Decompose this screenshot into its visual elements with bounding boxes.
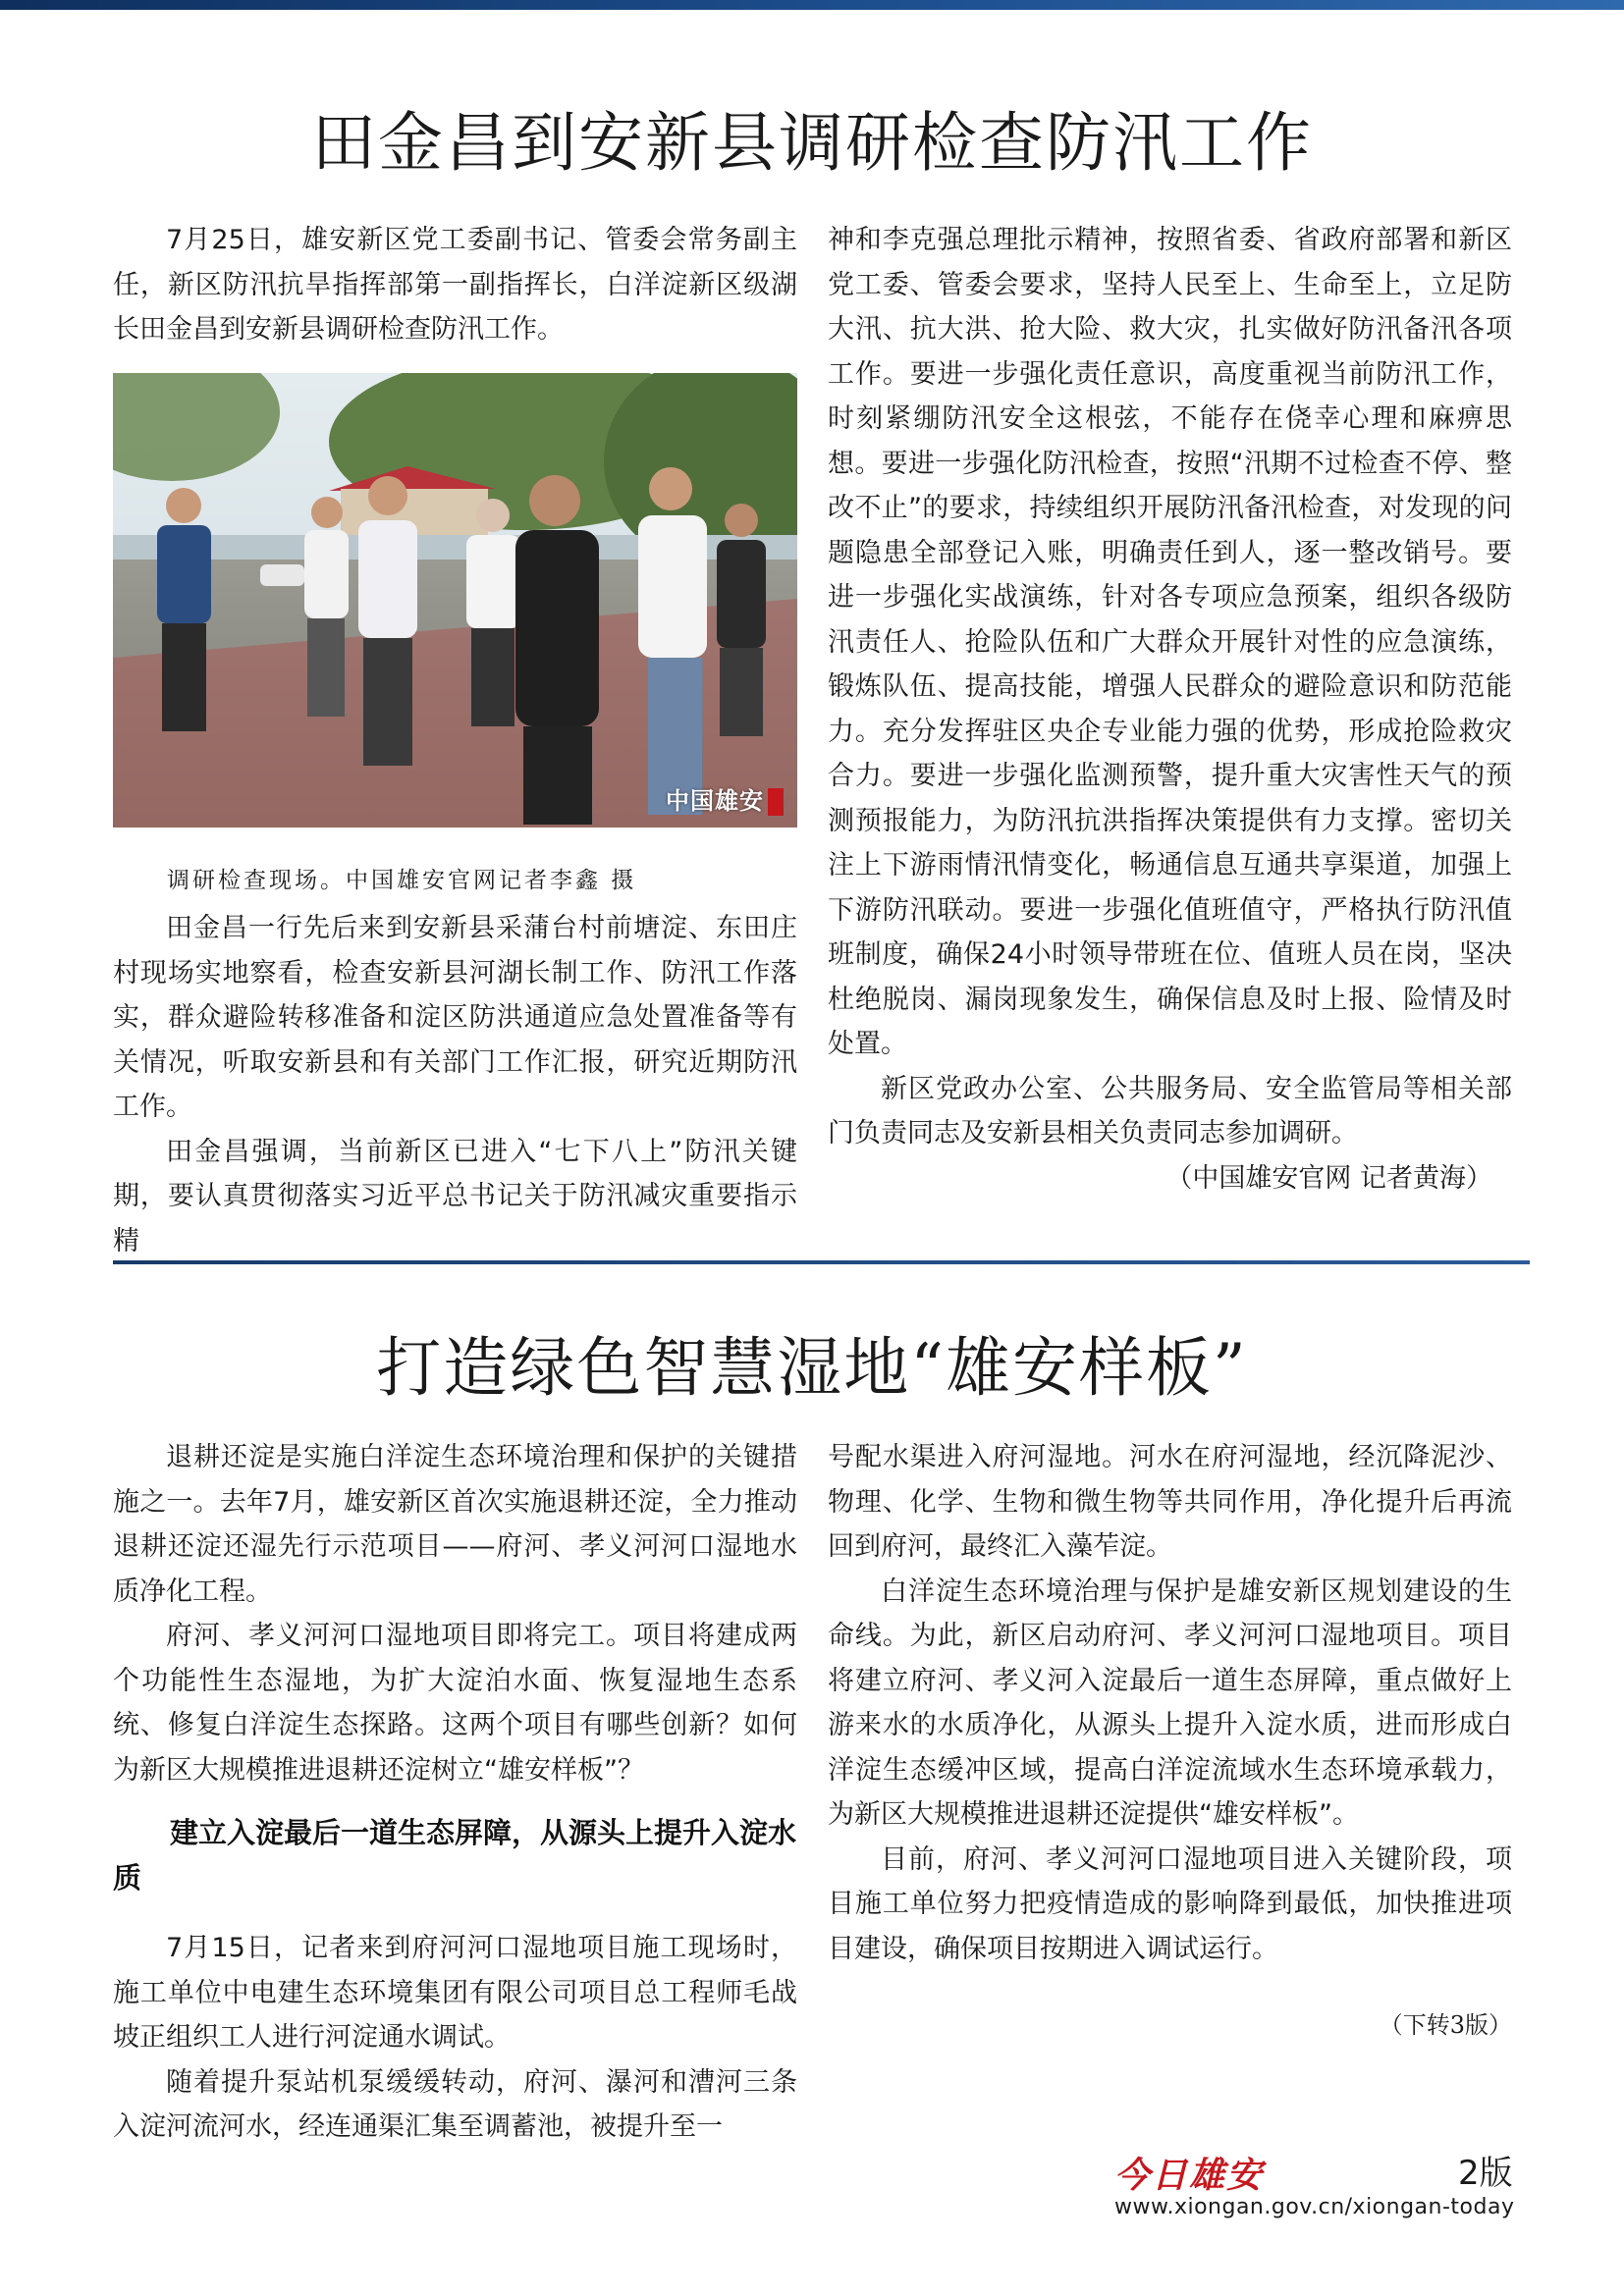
seal-icon — [768, 788, 784, 816]
article1-title: 田金昌到安新县调研检查防汛工作 — [311, 105, 1313, 181]
page-number: 2版 — [1458, 2154, 1513, 2193]
section-divider — [113, 1260, 1530, 1264]
article2-paragraph: 7月15日，记者来到府河河口湿地项目施工现场时，施工单位中电建生态环境集团有限公司项目总工程师毛战坡正组织工人进行河淀通水调试。 — [113, 1933, 797, 2053]
article2-title: 打造绿色智慧湿地“雄安样板” — [376, 1330, 1248, 1406]
article1-paragraph: 田金昌一行先后来到安新县采蒲台村前塘淀、东田庄村现场实地察看，检查安新县河湖长制工作、防汛工作落实，群众避险转移准备和淀区防洪通道应急处置准备等有关情况，听取安新县和有关部门工作汇报，研究近期防汛工作。 — [113, 913, 797, 1122]
article2-col2 — [828, 1435, 1512, 1971]
article1-col1-top — [113, 218, 797, 352]
article1-paragraph: 田金昌强调，当前新区已进入“七下八上”防汛关键期，要认真贯彻落实习近平总书记关于防汛减灾重要指示精 — [113, 1136, 797, 1256]
article2-paragraph: 退耕还淀是实施白洋淀生态环境治理和保护的关键措施之一。去年7月，雄安新区首次实施退耕还淀，全力推动退耕还淀还湿先行示范项目——府河、孝义河河口湿地水质净化工程。 — [113, 1442, 797, 1607]
top-banner-bar — [0, 0, 1624, 10]
inspection-scene-illustration — [113, 373, 797, 828]
article2-paragraph: 白洋淀生态环境治理与保护是雄安新区规划建设的生命线。为此，新区启动府河、孝义河河口湿地项目。项目将建立府河、孝义河入淀最后一道生态屏障，重点做好上游来水的水质净化，从源头上提升入淀水质，进而形成白洋淀生态缓冲区域，提高白洋淀流域水生态环境承载力，为新区大规模推进退耕还淀提供“雄安样板”。 — [828, 1575, 1512, 1830]
photo-watermark-text: 中国雄安 — [666, 785, 764, 815]
article1-col1-bottom — [113, 906, 797, 1263]
article2-paragraph: 目前，府河、孝义河河口湿地项目进入关键阶段，项目施工单位努力把疫情造成的影响降到最低，加快推进项目建设，确保项目按期进入调试运行。 — [828, 1843, 1512, 1964]
article2-paragraph: 随着提升泵站机泵缓缓转动，府河、瀑河和漕河三条入淀河流河水，经连通渠汇集至调蓄池，被提升至一 — [113, 2066, 797, 2142]
article1-photo — [113, 373, 797, 828]
photo-caption: 调研检查现场。中国雄安官网记者李鑫 摄 — [167, 868, 637, 893]
article1-credit: （中国雄安官网 记者黄海） — [1165, 1162, 1492, 1194]
article1-paragraph: 新区党政办公室、公共服务局、安全监管局等相关部门负责同志及安新县相关负责同志参加调研。 — [828, 1073, 1512, 1148]
article2-continued-paragraph: 号配水渠进入府河湿地。河水在府河湿地，经沉降泥沙、物理、化学、生物和微生物等共同作用，净化提升后再流回到府河，最终汇入藻苲淀。 — [828, 1442, 1512, 1562]
article2-paragraph: 府河、孝义河河口湿地项目即将完工。项目将建成两个功能性生态湿地，为扩大淀泊水面、恢复湿地生态系统、修复白洋淀生态探路。这两个项目有哪些创新？如何为新区大规模推进退耕还淀树立“雄安样板”？ — [113, 1621, 797, 1786]
article2-col1 — [113, 1435, 797, 2150]
photo-watermark-logo — [666, 781, 784, 817]
article2-subheading: 建立入淀最后一道生态屏障，从源头上提升入淀水质 — [113, 1816, 797, 1895]
footer-url: www.xiongan.gov.cn/xiongan-today — [1114, 2195, 1515, 2219]
newspaper-brand-logo: 今日雄安 — [1114, 2155, 1265, 2196]
article1-lead-paragraph: 7月25日，雄安新区党工委副书记、管委会常务副主任，新区防汛抗旱指挥部第一副指挥长，白洋淀新区级湖长田金昌到安新县调研检查防汛工作。 — [113, 225, 797, 345]
continued-on-page-note: （下转3版） — [1379, 2011, 1512, 2039]
article1-col2 — [828, 218, 1512, 1201]
article1-continued-paragraph: 神和李克强总理批示精神，按照省委、省政府部署和新区党工委、管委会要求，坚持人民至上、生命至上，立足防大汛、抗大洪、抢大险、救大灾，扎实做好防汛备汛各项工作。要进一步强化责任意识，高度重视当前防汛工作，时刻紧绷防汛安全这根弦，不能存在侥幸心理和麻痹思想。要进一步强化防汛检查，按照“汛期不过检查不停、整改不止”的要求，持续组织开展防汛备汛检查，对发现的问题隐患全部登记入账，明确责任到人，逐一整改销号。要进一步强化实战演练，针对各专项应急预案，组织各级防汛责任人、抢险队伍和广大群众开展针对性的应急演练，锻炼队伍、提高技能，增强人民群众的避险意识和防范能力。充分发挥驻区央企专业能力强的优势，形成抢险救灾合力。要进一步强化监测预警，提升重大灾害性天气的预测预报能力，为防汛抗洪指挥决策提供有力支撑。密切关注上下游雨情汛情变化，畅通信息互通共享渠道，加强上下游防汛联动。要进一步强化值班值守，严格执行防汛值班制度，确保24小时领导带班在位、值班人员在岗，坚决杜绝脱岗、漏岗现象发生，确保信息及时上报、险情及时处置。 — [828, 225, 1512, 1059]
